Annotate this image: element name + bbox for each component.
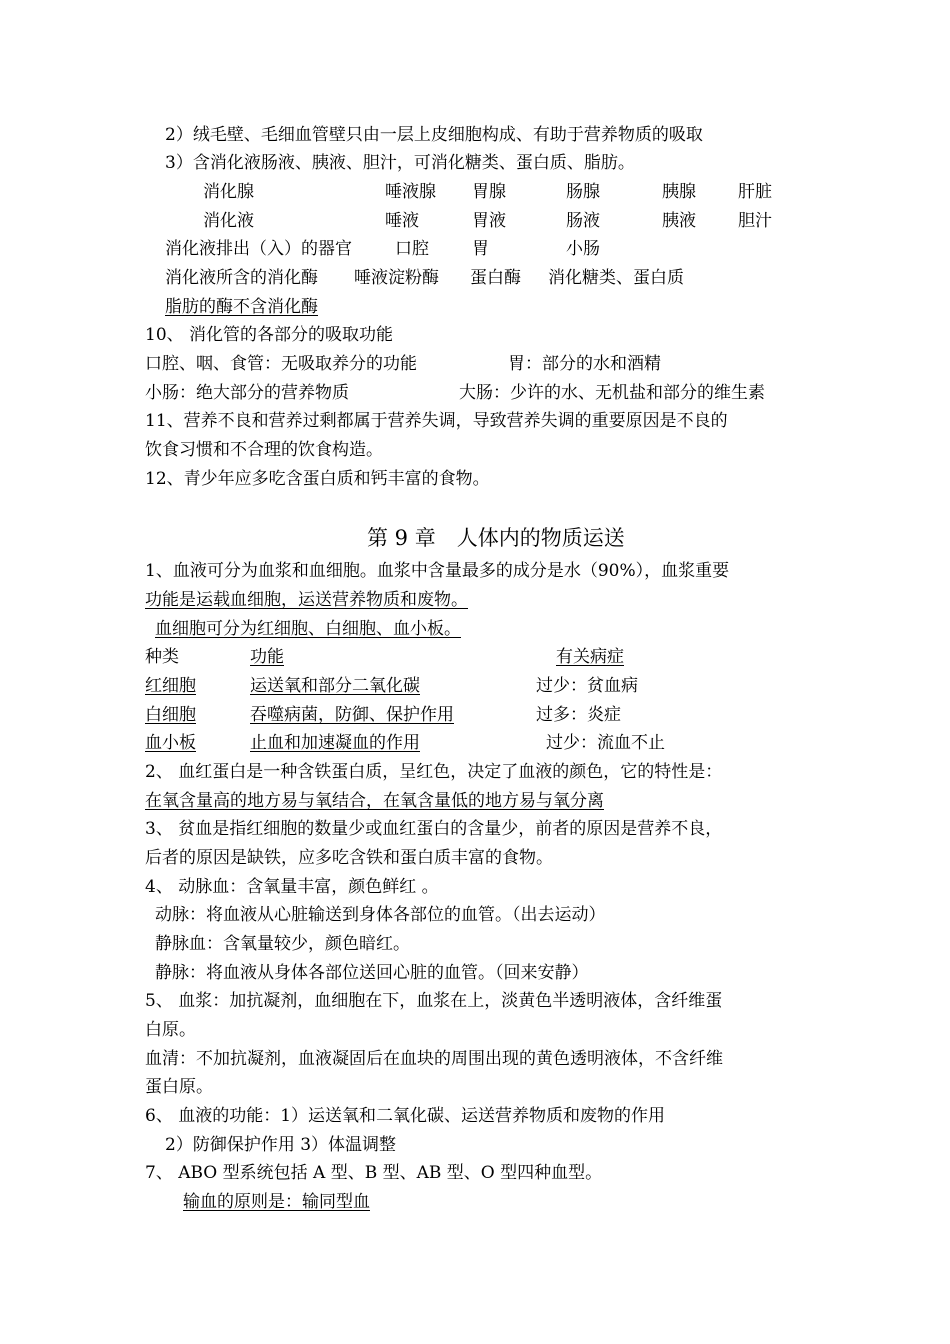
text-line: 后者的原因是缺铁，应多吃含铁和蛋白质丰富的食物。 bbox=[145, 848, 553, 868]
table-cell: 过少：流血不止 bbox=[546, 733, 665, 753]
table-cell: 肠液 bbox=[566, 211, 600, 231]
text-line: 2）绒毛壁、毛细血管壁只由一层上皮细胞构成、有助于营养物质的吸取 bbox=[165, 125, 703, 145]
table-cell: 唾液 bbox=[385, 211, 419, 231]
chapter-title: 第 9 章 人体内的物质运送 bbox=[367, 526, 625, 550]
table-cell: 口腔 bbox=[395, 239, 429, 259]
text-line: 饮食习惯和不合理的饮食构造。 bbox=[145, 440, 383, 460]
table-cell: 蛋白酶 bbox=[470, 268, 521, 288]
table-cell: 红细胞 bbox=[145, 676, 196, 696]
text-line: 白原。 bbox=[145, 1020, 196, 1040]
text-line: 在氧含量高的地方易与氧结合，在氧含量低的地方易与氧分离 bbox=[145, 791, 604, 811]
text-line: 2、 血红蛋白是一种含铁蛋白质，呈红色，决定了血液的颜色，它的特性是： bbox=[145, 762, 723, 782]
table-cell: 胰腺 bbox=[662, 182, 696, 202]
text-line: 11、营养不良和营养过剩都属于营养失调，导致营养失调的重要原因是不良的 bbox=[145, 411, 728, 431]
table-cell: 胆汁 bbox=[738, 211, 772, 231]
text-line: 12、青少年应多吃含蛋白质和钙丰富的食物。 bbox=[145, 469, 490, 489]
table-cell: 胃腺 bbox=[472, 182, 506, 202]
text-line: 蛋白原。 bbox=[145, 1077, 213, 1097]
table-cell: 消化腺 bbox=[203, 182, 254, 202]
text-line: 功能是运载血细胞，运送营养物质和废物。 bbox=[145, 590, 468, 610]
text-line: 动脉：将血液从心脏输送到身体各部位的血管。（出去运动） bbox=[155, 905, 606, 925]
text-line: 血清：不加抗凝剂，血液凝固后在血块的周围出现的黄色透明液体，不含纤维 bbox=[145, 1049, 723, 1069]
text-line: 2）防御保护作用 3）体温调整 bbox=[165, 1135, 397, 1155]
table-cell: 消化液 bbox=[203, 211, 254, 231]
text-line: 静脉血：含氧量较少，颜色暗红。 bbox=[155, 934, 410, 954]
table-cell: 胰液 bbox=[662, 211, 696, 231]
text-line: 3）含消化液肠液、胰液、胆汁，可消化糖类、蛋白质、脂肪。 bbox=[165, 153, 635, 173]
table-cell: 吞噬病菌，防御、保护作用 bbox=[250, 705, 454, 725]
table-cell: 肝脏 bbox=[738, 182, 772, 202]
text-line: 血细胞可分为红细胞、白细胞、血小板。 bbox=[155, 619, 461, 639]
table-header: 种类 bbox=[145, 647, 179, 667]
text-line: 小肠：绝大部分的营养物质 bbox=[145, 383, 349, 403]
text-line: 10、 消化管的各部分的吸取功能 bbox=[145, 325, 394, 345]
table-cell: 肠腺 bbox=[566, 182, 600, 202]
text-line: 口腔、咽、食管：无吸取养分的功能 bbox=[145, 354, 417, 374]
table-cell: 运送氧和部分二氧化碳 bbox=[250, 676, 420, 696]
table-cell: 消化糖类、蛋白质 bbox=[548, 268, 684, 288]
text-line: 静脉：将血液从身体各部位送回心脏的血管。（回来安静） bbox=[155, 963, 589, 983]
text-line: 输血的原则是：输同型血 bbox=[183, 1192, 370, 1212]
table-cell: 小肠 bbox=[566, 239, 600, 259]
text-line: 5、 血浆：加抗凝剂，血细胞在下，血浆在上，淡黄色半透明液体，含纤维蛋 bbox=[145, 991, 723, 1011]
text-line: 4、 动脉血：含氧量丰富，颜色鲜红 。 bbox=[145, 877, 439, 897]
text-line: 大肠：少许的水、无机盐和部分的维生素 bbox=[459, 383, 765, 403]
table-cell: 止血和加速凝血的作用 bbox=[250, 733, 420, 753]
text-line: 7、 ABO 型系统包括 A 型、B 型、AB 型、O 型四种血型。 bbox=[145, 1163, 603, 1183]
text-line: 3、 贫血是指红细胞的数量少或血红蛋白的含量少，前者的原因是营养不良， bbox=[145, 819, 723, 839]
table-cell: 消化液排出（入）的器官 bbox=[165, 239, 352, 259]
table-cell: 胃 bbox=[472, 239, 489, 259]
table-cell: 过多：炎症 bbox=[536, 705, 621, 725]
text-line: 胃：部分的水和酒精 bbox=[508, 354, 661, 374]
table-header: 功能 bbox=[250, 647, 284, 667]
table-cell: 消化液所含的消化酶 bbox=[165, 268, 318, 288]
table-cell: 白细胞 bbox=[145, 705, 196, 725]
table-header: 有关病症 bbox=[556, 647, 624, 667]
text-line: 1、血液可分为血浆和血细胞。血浆中含量最多的成分是水（90%），血浆重要 bbox=[145, 561, 730, 581]
table-cell: 血小板 bbox=[145, 733, 196, 753]
table-cell: 过少：贫血病 bbox=[536, 676, 638, 696]
text-line: 脂肪的酶不含消化酶 bbox=[165, 297, 318, 317]
table-cell: 唾液淀粉酶 bbox=[354, 268, 439, 288]
text-line: 6、 血液的功能：1）运送氧和二氧化碳、运送营养物质和废物的作用 bbox=[145, 1106, 666, 1126]
table-cell: 胃液 bbox=[472, 211, 506, 231]
table-cell: 唾液腺 bbox=[385, 182, 436, 202]
